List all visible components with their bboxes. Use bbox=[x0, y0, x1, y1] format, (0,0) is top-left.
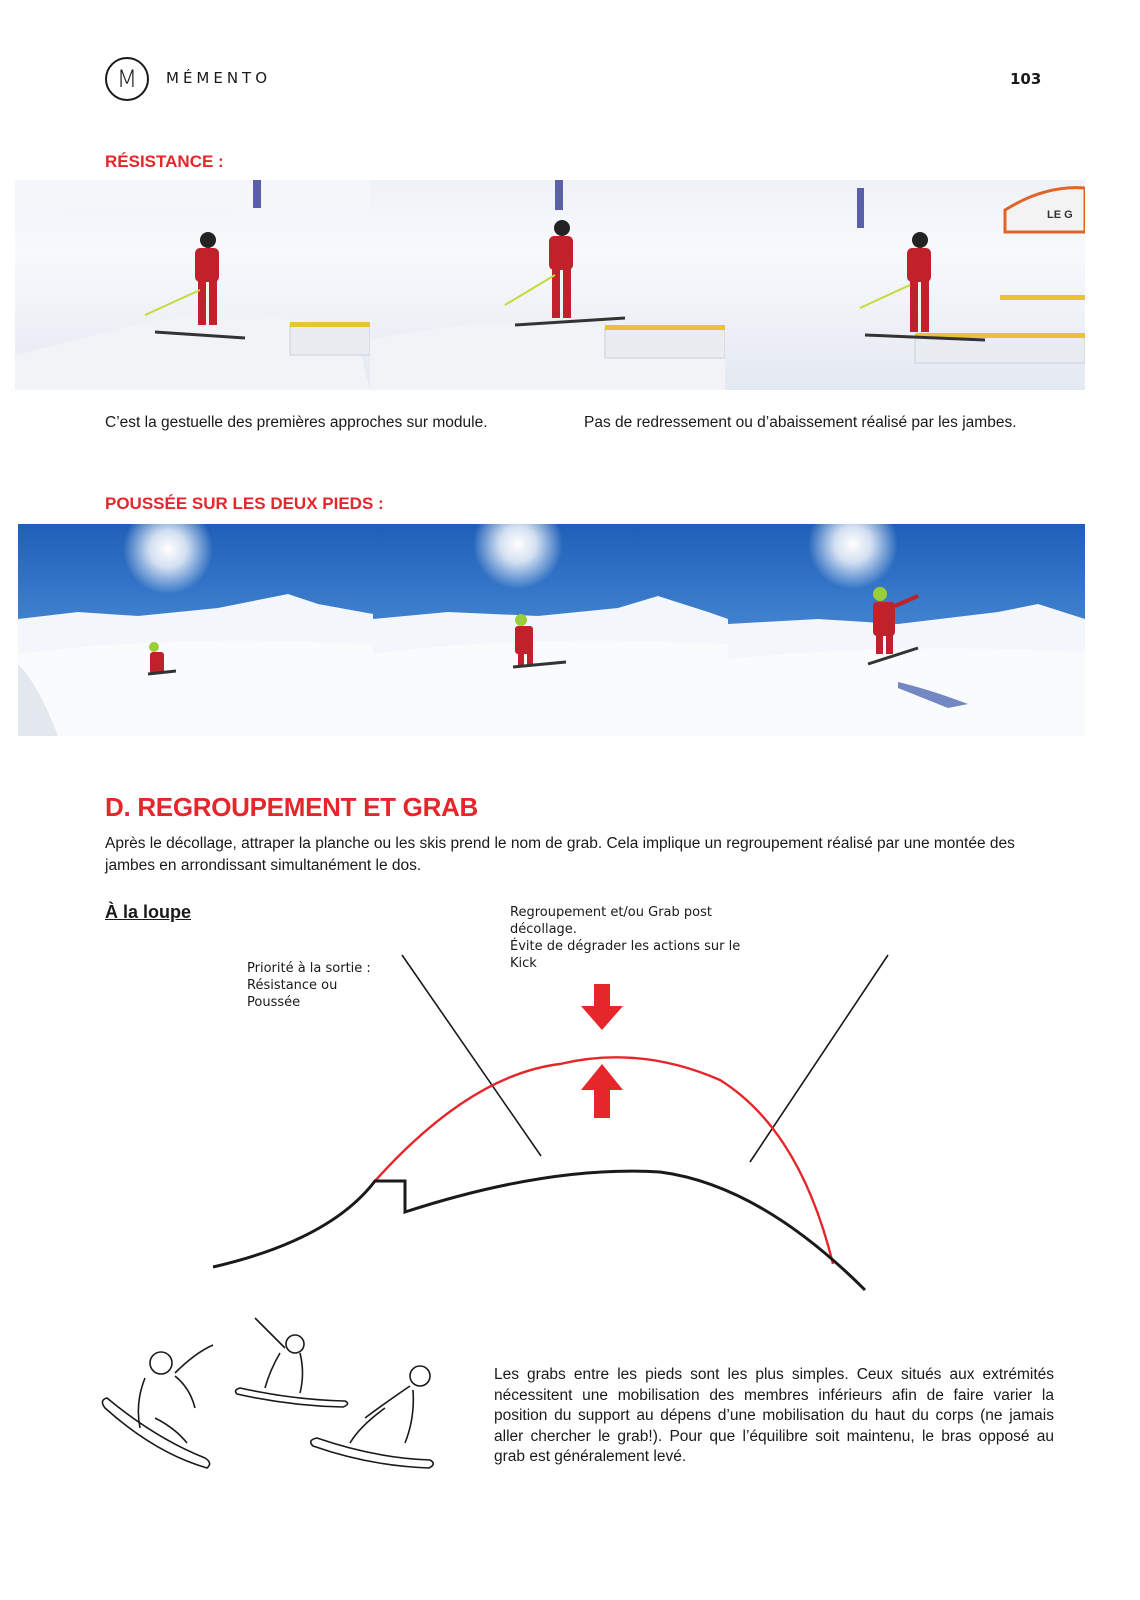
snowboarder-sketch-3 bbox=[311, 1366, 434, 1468]
note-exit-line-2: Résistance ou bbox=[247, 978, 338, 993]
resistance-photo-2 bbox=[370, 180, 725, 390]
note-grab-line-4: Kick bbox=[510, 956, 537, 971]
note-exit-line-3: Poussée bbox=[247, 995, 301, 1010]
grabs-paragraph: Les grabs entre les pieds sont les plus simples. Ceux situés aux extrémités nécessitent une mobilisation des membres inférieurs afin de faire varier la position du support au dépens d’une mobilisation du haut du corps (ne jamais aller chercher le grab!). Pour que l’équilibre soit maintenu, le bras opposé au grab est généralement levé. bbox=[494, 1366, 1054, 1465]
note-grab-line-3: Évite de dégrader les actions sur le bbox=[510, 939, 741, 954]
grab-illustrations bbox=[95, 1308, 475, 1478]
snowboarder-sketch-1 bbox=[102, 1345, 213, 1468]
note-grab-line-1: Regroupement et/ou Grab post bbox=[510, 905, 712, 920]
note-grab-line-2: décollage. bbox=[510, 922, 577, 937]
resistance-photo-3 bbox=[725, 180, 1085, 390]
section-paragraph: Après le décollage, attraper la planche ou les skis prend le nom de grab. Cela implique un regroupement réalisé par une montée des jambes en arrondissant simultanément le dos. bbox=[105, 835, 1015, 874]
landing-guide-line bbox=[750, 955, 888, 1162]
takeoff-guide-line bbox=[402, 955, 541, 1156]
snowboarder-sketch-2 bbox=[236, 1318, 348, 1407]
section-title: D. REGROUPEMENT ET GRAB bbox=[105, 792, 479, 822]
logo-mark bbox=[105, 57, 149, 101]
resistance-heading: RÉSISTANCE : bbox=[105, 152, 224, 171]
push-photo-2 bbox=[373, 524, 728, 736]
push-photo-strip bbox=[18, 524, 1085, 736]
resistance-caption-right: Pas de redressement ou d’abaissement réalisé par les jambes. bbox=[584, 414, 1017, 431]
push-photo-1 bbox=[18, 524, 373, 736]
push-heading: POUSSÉE SUR LES DEUX PIEDS : bbox=[105, 494, 384, 513]
brand-name: MÉMENTO bbox=[166, 69, 272, 87]
note-exit-line-1: Priorité à la sortie : bbox=[247, 961, 371, 976]
jump-profile bbox=[213, 1171, 865, 1290]
resistance-caption-left: C’est la gestuelle des premières approches sur module. bbox=[105, 414, 488, 431]
resistance-photo-1 bbox=[15, 180, 370, 390]
arrow-down-icon bbox=[581, 984, 623, 1030]
jump-diagram bbox=[0, 920, 1140, 1300]
arrow-up-icon bbox=[581, 1064, 623, 1118]
resistance-photo-strip bbox=[15, 180, 1085, 390]
banner-text: LE G bbox=[1047, 209, 1073, 221]
page-number: 103 bbox=[1010, 70, 1042, 88]
logo-letter: M bbox=[116, 65, 138, 93]
loupe-title: À la loupe bbox=[105, 902, 192, 922]
push-photo-3 bbox=[728, 524, 1085, 736]
